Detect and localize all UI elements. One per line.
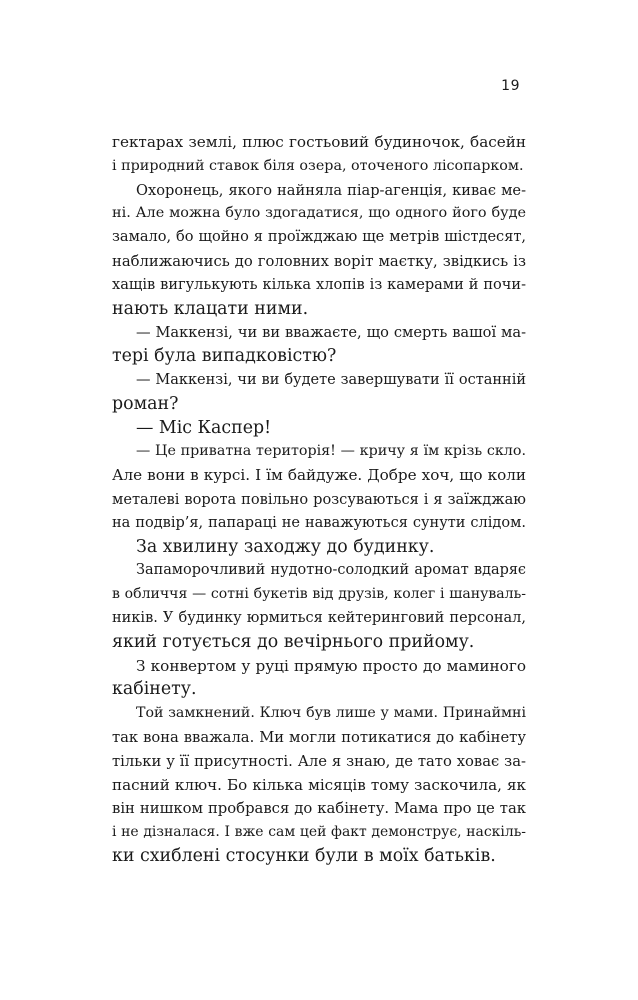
text-line: — Маккензі, чи ви будете завершувати її останній bbox=[136, 371, 526, 388]
text-line: наближаючись до головних воріт маєтку, звідкись із bbox=[112, 252, 526, 270]
text-line: який готується до вечірнього прийому. bbox=[112, 631, 475, 652]
text-line: замало, бо щойно я проїжджаю ще метрів шістдесят, bbox=[112, 229, 526, 246]
body-text bbox=[112, 131, 526, 869]
text-line: роман? bbox=[112, 393, 179, 414]
text-line: Але вони в курсі. І їм байдуже. Добре хоч, що коли bbox=[112, 466, 526, 485]
text-line: хащів вигулькують кілька хлопів із камерами й почи- bbox=[112, 276, 526, 293]
text-line: гектарах землі, плюс гостьовий будиночок, басейн bbox=[112, 133, 526, 151]
text-line: металеві ворота повільно розсуваються і я заїжджаю bbox=[112, 490, 526, 508]
text-line: кабінету. bbox=[112, 679, 197, 700]
text-line: — Маккензі, чи ви вважаєте, що смерть вашої ма- bbox=[136, 324, 526, 342]
text-line: тільки у її присутності. Але я знаю, де тато ховає за- bbox=[112, 752, 526, 770]
text-line: нають клацати ними. bbox=[112, 298, 309, 319]
text-line: і не дізналася. І вже сам цей факт демонструє, наскіль- bbox=[112, 824, 526, 841]
text-line: тері була випадковістю? bbox=[112, 346, 337, 367]
page-number: 19 bbox=[501, 78, 520, 94]
text-line: пасний ключ. Бо кілька місяців тому заскочила, як bbox=[112, 775, 526, 794]
text-line: З конвертом у руці прямую просто до маминого bbox=[136, 656, 526, 675]
text-line: Запаморочливий нудотно-солодкий аромат вдаряє bbox=[136, 562, 526, 579]
text-line: ки схиблені стосунки були в моїх батьків. bbox=[112, 845, 496, 866]
text-line: в обличчя — сотні букетів від друзів, колег і шануваль- bbox=[112, 586, 526, 603]
text-line: — Міс Каспер! bbox=[136, 417, 272, 438]
text-line: він нишком пробрався до кабінету. Мама про це так bbox=[112, 800, 526, 818]
text-line: Охоронець, якого найняла піар-агенція, киває ме- bbox=[136, 181, 526, 199]
text-line: — Це приватна територія! — кричу я їм крізь скло. bbox=[136, 443, 526, 460]
text-line: на подвір’я, папараці не наважуються сунути слідом. bbox=[112, 514, 526, 531]
text-line: За хвилину заходжу до будинку. bbox=[136, 536, 435, 557]
text-line: ні. Але можна було здогадатися, що одного його буде bbox=[112, 205, 526, 222]
text-line: і природний ставок біля озера, оточеного лісопарком. bbox=[112, 157, 524, 174]
text-line: ників. У будинку юрмиться кейтеринговий персонал, bbox=[112, 609, 526, 626]
text-line: Той замкнений. Ключ був лише у мами. Принаймні bbox=[136, 705, 526, 722]
text-line: так вона вважала. Ми могли потикатися до кабінету bbox=[112, 728, 526, 746]
